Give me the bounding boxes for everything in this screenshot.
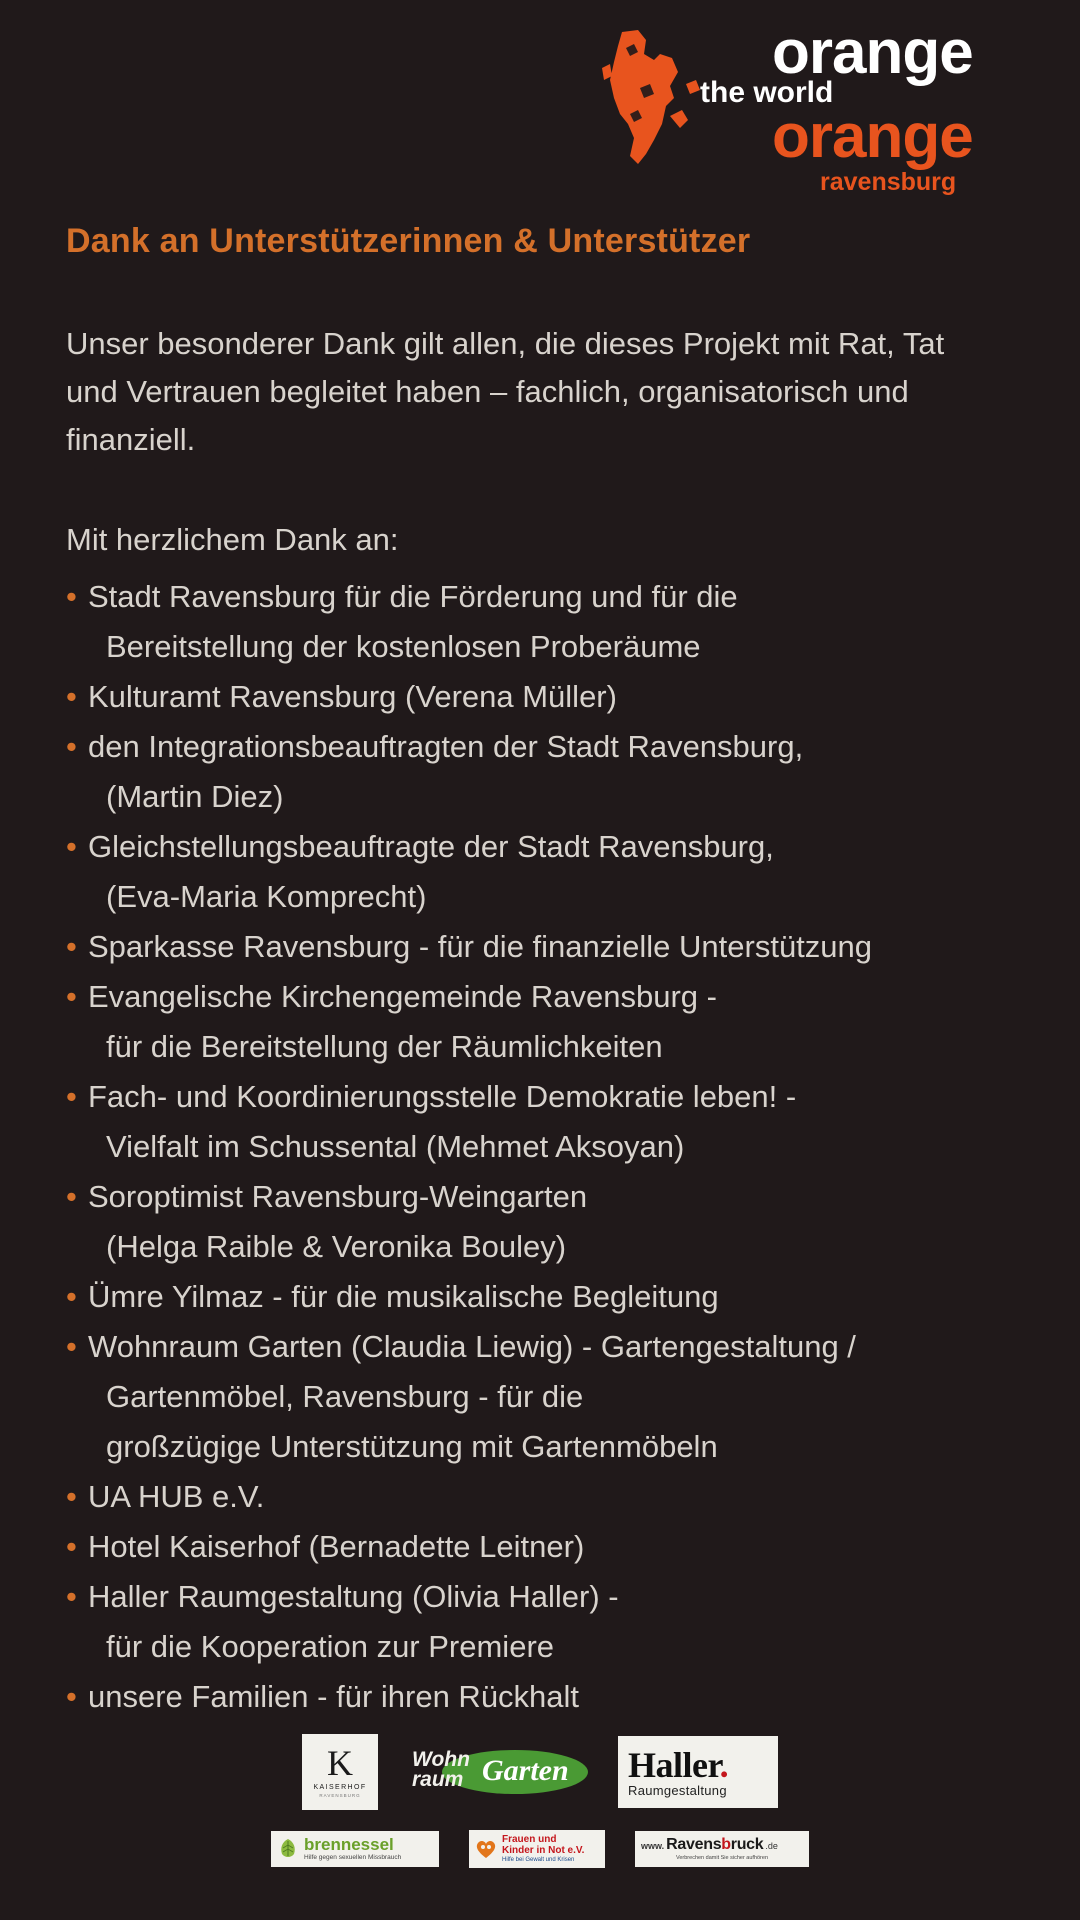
ravensbrueck-main bbox=[666, 1836, 763, 1854]
bullet-icon: • bbox=[66, 1529, 77, 1564]
bullet-icon: • bbox=[66, 1679, 77, 1714]
logo-brennessel bbox=[271, 1831, 439, 1867]
logo-ravensbrueck bbox=[635, 1831, 809, 1867]
haller-name-row bbox=[628, 1744, 768, 1785]
list-item bbox=[66, 1672, 1026, 1722]
haller-sub: Raumgestaltung bbox=[628, 1782, 727, 1798]
list-item bbox=[66, 1172, 1026, 1272]
sponsor-row-secondary bbox=[271, 1830, 809, 1868]
list-item bbox=[66, 1272, 1026, 1322]
ravensbrueck-sub: Verbrechen damit Sie sicher aufhören bbox=[675, 1855, 769, 1861]
orange-the-world-logo bbox=[600, 18, 1040, 196]
list-item-line1: unsere Familien - für ihren Rückhalt bbox=[88, 1679, 580, 1714]
sponsor-logos bbox=[0, 1734, 1080, 1868]
list-item-line1: Kulturamt Ravensburg (Verena Müller) bbox=[88, 679, 617, 714]
bullet-icon: • bbox=[66, 1079, 77, 1114]
haller-dot: . bbox=[719, 1744, 729, 1785]
intro-paragraph: Unser besonderer Dank gilt allen, die dieses Projekt mit Rat, Tat und Vertrauen begleitet haben – fachlich, organisatorisch und finanziell. bbox=[66, 326, 945, 457]
list-item bbox=[66, 1072, 1026, 1172]
list-item bbox=[66, 1572, 1026, 1672]
list-item bbox=[66, 1472, 1026, 1522]
ravensbrueck-accent: b bbox=[721, 1836, 731, 1853]
sponsor-row-primary bbox=[302, 1734, 778, 1810]
ravensbrueck-www: www. bbox=[641, 1841, 665, 1851]
bullet-icon: • bbox=[66, 1279, 77, 1314]
brennessel-text bbox=[304, 1836, 401, 1862]
list-item-line1: Haller Raumgestaltung (Olivia Haller) - bbox=[88, 1579, 619, 1614]
bullet-icon: • bbox=[66, 1179, 77, 1214]
list-item-line2: Gartenmöbel, Ravensburg - für die bbox=[106, 1379, 584, 1414]
frauen-line3: Hilfe bei Gewalt und Krisen bbox=[502, 1856, 575, 1863]
list-item-line1: Sparkasse Ravensburg - für die finanzielle Unterstützung bbox=[88, 929, 873, 964]
page-title: Dank an Unterstützerinnen & Unterstützer bbox=[66, 222, 751, 260]
list-item-line2: für die Bereitstellung der Räumlichkeiten bbox=[106, 1029, 663, 1064]
kaiserhof-k-glyph: K bbox=[327, 1743, 353, 1783]
ravensbrueck-main2: ruck bbox=[730, 1836, 764, 1853]
haller-name: Haller bbox=[628, 1744, 720, 1785]
brennessel-sub: Hilfe gegen sexuellen Missbrauch bbox=[304, 1854, 402, 1861]
supporters-list bbox=[66, 572, 1026, 1722]
ravensbrueck-url-line bbox=[641, 1836, 803, 1854]
frauen-line2: Kinder in Not e.V. bbox=[502, 1844, 585, 1856]
kaiserhof-sub: RAVENSBURG bbox=[319, 1793, 361, 1798]
bullet-icon: • bbox=[66, 979, 77, 1014]
list-item-line1: Wohnraum Garten (Claudia Liewig) - Gartengestaltung / bbox=[88, 1329, 856, 1364]
wohnraum-raum-text: raum bbox=[412, 1768, 464, 1791]
list-item-line2: für die Kooperation zur Premiere bbox=[106, 1629, 555, 1664]
list-item bbox=[66, 1522, 1026, 1572]
list-item-line2: (Martin Diez) bbox=[106, 779, 284, 814]
leaf-icon bbox=[277, 1838, 299, 1860]
logo-line-ravensburg: ravensburg bbox=[820, 168, 957, 196]
list-item-line1: Ümre Yilmaz - für die musikalische Begleitung bbox=[88, 1279, 719, 1314]
list-item bbox=[66, 722, 1026, 822]
list-item-line2: (Helga Raible & Veronika Bouley) bbox=[106, 1229, 567, 1264]
list-item-line3: großzügige Unterstützung mit Gartenmöbeln bbox=[106, 1429, 718, 1464]
ravensbrueck-tld: .de bbox=[765, 1841, 778, 1851]
list-item-line1: Evangelische Kirchengemeinde Ravensburg - bbox=[88, 979, 717, 1014]
frauen-text bbox=[502, 1834, 584, 1865]
list-item-line1: Stadt Ravensburg für die Förderung und für die bbox=[88, 579, 738, 614]
list-item bbox=[66, 1322, 1026, 1472]
list-item-line2: Vielfalt im Schussental (Mehmet Aksoyan) bbox=[106, 1129, 685, 1164]
logo-hotel-kaiserhof bbox=[302, 1734, 378, 1810]
bullet-icon: • bbox=[66, 829, 77, 864]
list-item bbox=[66, 972, 1026, 1072]
kaiserhof-name: KAISERHOF bbox=[313, 1784, 367, 1791]
logo-frauen-und-kinder-in-not bbox=[469, 1830, 605, 1868]
list-item-line2: (Eva-Maria Komprecht) bbox=[106, 879, 427, 914]
ravensbrueck-main1: Ravens bbox=[666, 1836, 722, 1853]
list-item bbox=[66, 822, 1026, 922]
list-item bbox=[66, 572, 1026, 672]
logo-line-orange-bottom: orange bbox=[772, 102, 973, 171]
africa-map-icon bbox=[600, 28, 712, 168]
logo-haller-raumgestaltung bbox=[618, 1736, 778, 1808]
list-item-line2: Bereitstellung der kostenlosen Proberäume bbox=[106, 629, 701, 664]
bullet-icon: • bbox=[66, 729, 77, 764]
list-item bbox=[66, 922, 1026, 972]
logo-wohnraum-garten bbox=[408, 1742, 588, 1802]
bullet-icon: • bbox=[66, 929, 77, 964]
list-item-line1: UA HUB e.V. bbox=[88, 1479, 265, 1514]
list-item-line1: den Integrationsbeauftragten der Stadt Ravensburg, bbox=[88, 729, 804, 764]
wohnraum-wohn-text: Wohn bbox=[412, 1748, 470, 1771]
frauen-line1: Frauen und bbox=[502, 1833, 557, 1845]
wohnraum-garten-text: Garten bbox=[482, 1754, 569, 1787]
bullet-icon: • bbox=[66, 1479, 77, 1514]
list-item-line1: Gleichstellungsbeauftragte der Stadt Ravensburg, bbox=[88, 829, 774, 864]
bullet-icon: • bbox=[66, 1329, 77, 1364]
list-item-line1: Fach- und Koordinierungsstelle Demokratie leben! - bbox=[88, 1079, 797, 1114]
bullet-icon: • bbox=[66, 679, 77, 714]
heart-icon bbox=[474, 1837, 498, 1861]
logo-wordmark bbox=[700, 18, 1040, 196]
list-item-line1: Hotel Kaiserhof (Bernadette Leitner) bbox=[88, 1529, 585, 1564]
bullet-icon: • bbox=[66, 579, 77, 614]
logo-line-orange-top: orange bbox=[772, 18, 973, 87]
logo-line-the-world: the world bbox=[700, 76, 834, 109]
bullet-icon: • bbox=[66, 1579, 77, 1614]
list-item-line1: Soroptimist Ravensburg-Weingarten bbox=[88, 1179, 588, 1214]
brennessel-name: brennessel bbox=[304, 1835, 394, 1854]
thanks-lead-text: Mit herzlichem Dank an: bbox=[66, 522, 399, 557]
list-item bbox=[66, 672, 1026, 722]
